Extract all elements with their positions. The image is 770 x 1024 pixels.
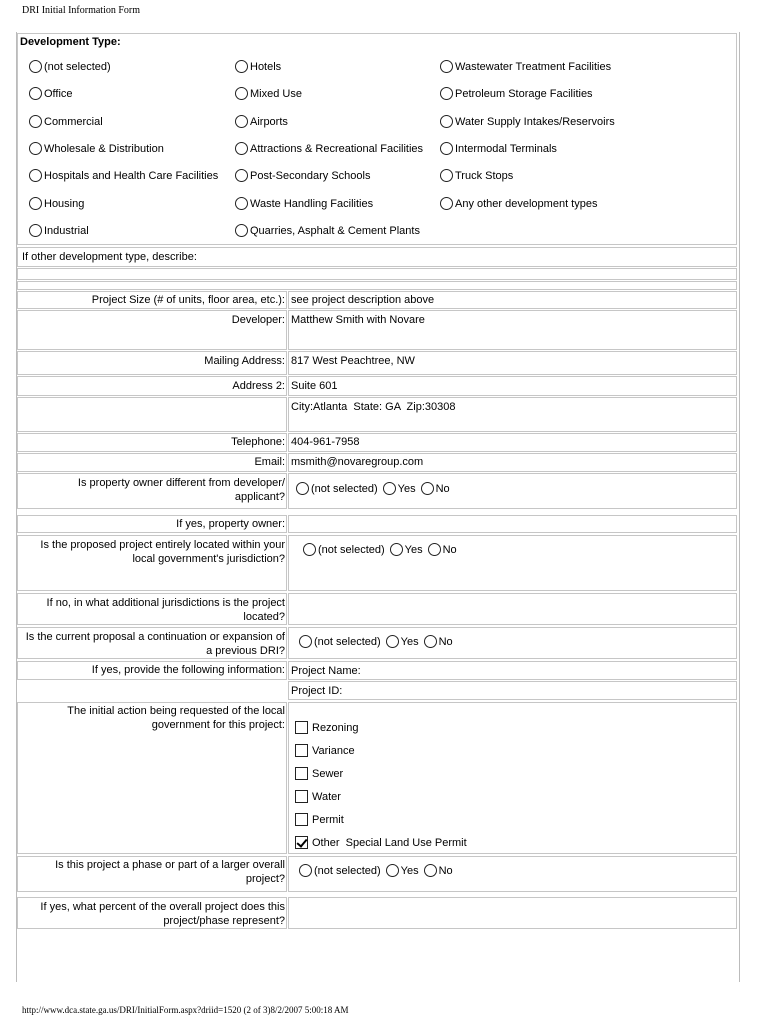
other-type-label: If other development type, describe: [22, 251, 197, 263]
radio-icon[interactable] [383, 482, 396, 495]
radio-icon[interactable] [440, 115, 453, 128]
checkbox-checked-icon[interactable] [295, 836, 308, 849]
project-size-label: Project Size (# of units, floor area, etc.): [91, 294, 285, 306]
phase-question: Is this project a phase or part of a larger overall project? [55, 859, 285, 885]
dev-option[interactable]: Petroleum Storage Facilities [440, 87, 593, 100]
mailing-address-value: 817 West Peachtree, NW [291, 355, 415, 367]
radio-icon[interactable] [235, 169, 248, 182]
checkbox-icon[interactable] [295, 744, 308, 757]
email-label: Email: [254, 456, 285, 468]
radio-icon[interactable] [440, 169, 453, 182]
dev-option[interactable]: (not selected) [29, 60, 111, 73]
dev-option[interactable]: Mixed Use [235, 87, 302, 100]
radio-icon[interactable] [235, 224, 248, 237]
action-other[interactable]: Other Special Land Use Permit [295, 836, 467, 849]
development-type-section [17, 33, 737, 245]
owner-different-radio-group: (not selected) Yes No [296, 482, 455, 495]
mailing-address-label: Mailing Address: [204, 355, 285, 367]
page-footer: http://www.dca.state.ga.us/DRI/InitialForm.aspx?driid=1520 (2 of 3)8/2/2007 5:00:18 AM [22, 1005, 349, 1015]
dev-option[interactable]: Any other development types [440, 197, 597, 210]
radio-icon[interactable] [29, 115, 42, 128]
spacer-row [17, 281, 737, 290]
radio-icon[interactable] [29, 224, 42, 237]
checkbox-icon[interactable] [295, 813, 308, 826]
dev-option[interactable]: Waste Handling Facilities [235, 197, 373, 210]
value-cell [288, 681, 737, 700]
developer-value: Matthew Smith with Novare [291, 314, 425, 326]
action-water[interactable]: Water [295, 790, 341, 803]
value-cell [288, 897, 737, 929]
phase-radio-group: (not selected) Yes No [299, 864, 458, 877]
dev-option[interactable]: Wholesale & Distribution [29, 142, 164, 155]
radio-icon[interactable] [386, 635, 399, 648]
owner-if-yes-label: If yes, property owner: [176, 518, 285, 530]
radio-icon[interactable] [428, 543, 441, 556]
radio-icon[interactable] [296, 482, 309, 495]
radio-icon[interactable] [421, 482, 434, 495]
dev-option[interactable]: Water Supply Intakes/Reservoirs [440, 115, 615, 128]
radio-icon[interactable] [440, 87, 453, 100]
radio-icon[interactable] [424, 635, 437, 648]
action-permit[interactable]: Permit [295, 813, 344, 826]
jurisdiction-radio-group: (not selected) Yes No [303, 543, 462, 556]
initial-action-question: The initial action being requested of the local government for this project: [67, 705, 285, 731]
city-state-zip: City:Atlanta State: GA Zip:30308 [291, 401, 456, 413]
checkbox-icon[interactable] [295, 721, 308, 734]
development-type-title: Development Type: [20, 36, 121, 48]
label-cell [17, 397, 287, 432]
radio-icon[interactable] [29, 87, 42, 100]
dev-option[interactable]: Hotels [235, 60, 281, 73]
dev-option[interactable]: Office [29, 87, 73, 100]
value-cell [288, 515, 737, 533]
radio-icon[interactable] [235, 197, 248, 210]
radio-icon[interactable] [29, 142, 42, 155]
project-size-value: see project description above [291, 294, 435, 306]
radio-icon[interactable] [386, 864, 399, 877]
dev-option[interactable]: Quarries, Asphalt & Cement Plants [235, 224, 420, 237]
owner-different-question: Is property owner different from developer/ applicant? [77, 477, 285, 503]
value-cell [288, 593, 737, 625]
dev-option[interactable]: Commercial [29, 115, 103, 128]
radio-icon[interactable] [235, 87, 248, 100]
jurisdiction-if-no-label: If no, in what additional jurisdictions is the project located? [46, 597, 285, 623]
checkbox-icon[interactable] [295, 767, 308, 780]
continuation-question: Is the current proposal a continuation or expansion of a previous DRI? [25, 631, 285, 657]
address2-value: Suite 601 [291, 380, 338, 392]
radio-icon[interactable] [29, 169, 42, 182]
continuation-if-yes-label: If yes, provide the following information: [91, 664, 285, 676]
radio-icon[interactable] [235, 115, 248, 128]
other-type-input[interactable] [17, 268, 737, 280]
page-header: DRI Initial Information Form [22, 5, 141, 16]
dev-option[interactable]: Housing [29, 197, 84, 210]
radio-icon[interactable] [440, 197, 453, 210]
dev-option[interactable]: Airports [235, 115, 288, 128]
action-variance[interactable]: Variance [295, 744, 355, 757]
radio-icon[interactable] [424, 864, 437, 877]
dev-option[interactable]: Hospitals and Health Care Facilities [29, 169, 218, 182]
dev-option[interactable]: Intermodal Terminals [440, 142, 557, 155]
radio-icon[interactable] [440, 60, 453, 73]
developer-label: Developer: [231, 314, 285, 326]
radio-icon[interactable] [235, 142, 248, 155]
dev-option[interactable]: Attractions & Recreational Facilities [235, 142, 423, 155]
radio-icon[interactable] [29, 197, 42, 210]
jurisdiction-question: Is the proposed project entirely located within your local government's jurisdiction? [40, 539, 285, 565]
radio-icon[interactable] [440, 142, 453, 155]
radio-icon[interactable] [299, 635, 312, 648]
email-value: msmith@novaregroup.com [291, 456, 424, 468]
phase-percent-label: If yes, what percent of the overall project does this project/phase represent? [40, 901, 285, 927]
address2-label: Address 2: [232, 380, 285, 392]
telephone-value: 404-961-7958 [291, 436, 360, 448]
action-sewer[interactable]: Sewer [295, 767, 343, 780]
continuation-radio-group: (not selected) Yes No [299, 635, 458, 648]
checkbox-icon[interactable] [295, 790, 308, 803]
action-rezoning[interactable]: Rezoning [295, 721, 358, 734]
radio-icon[interactable] [390, 543, 403, 556]
radio-icon[interactable] [303, 543, 316, 556]
radio-icon[interactable] [235, 60, 248, 73]
value-cell [288, 376, 737, 396]
dev-option[interactable]: Truck Stops [440, 169, 513, 182]
telephone-label: Telephone: [231, 436, 285, 448]
radio-icon[interactable] [29, 60, 42, 73]
project-name-label: Project Name: [291, 665, 361, 677]
dev-option[interactable]: Wastewater Treatment Facilities [440, 60, 611, 73]
dev-option[interactable]: Industrial [29, 224, 89, 237]
dev-option[interactable]: Post-Secondary Schools [235, 169, 370, 182]
radio-icon[interactable] [299, 864, 312, 877]
project-id-label: Project ID: [291, 685, 343, 697]
